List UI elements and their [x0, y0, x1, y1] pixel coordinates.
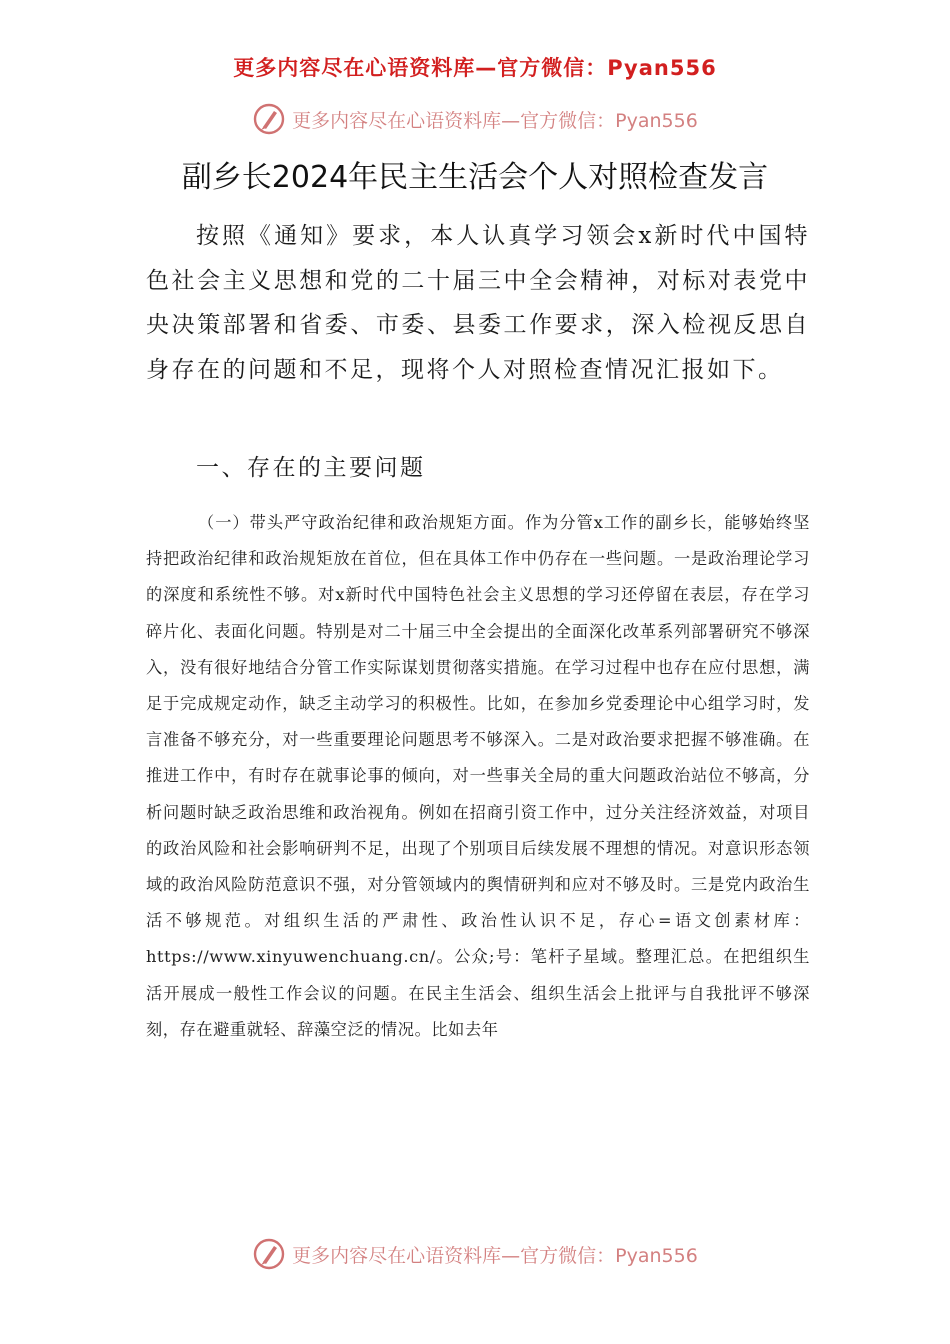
- section-heading: 一、存在的主要问题: [196, 455, 426, 481]
- document-title: 副乡长2024年民主生活会个人对照检查发言: [181, 160, 769, 195]
- pen-nib-logo-icon: [252, 1237, 286, 1271]
- watermark-text: 更多内容尽在心语资料库—官方微信：Pyan556: [292, 1244, 698, 1267]
- watermark-bottom: [0, 1236, 950, 1272]
- intro-paragraph: 按照《通知》要求，本人认真学习领会x新时代中国特色社会主义思想和党的二十届三中全会精神，对标对表党中央决策部署和省委、市委、县委工作要求，深入检视反思自身存在的问题和不足，现将个人对照检查情况汇报如下。: [146, 223, 810, 383]
- watermark-top: [0, 101, 950, 137]
- watermark-text: 更多内容尽在心语资料库—官方微信：Pyan556: [292, 109, 698, 132]
- pen-nib-logo-icon: [252, 102, 286, 136]
- header-banner: 更多内容尽在心语资料库—官方微信：Pyan556: [233, 56, 717, 80]
- body-paragraph: （一）带头严守政治纪律和政治规矩方面。作为分管x工作的副乡长，能够始终坚持把政治纪律和政治规矩放在首位，但在具体工作中仍存在一些问题。一是政治理论学习的深度和系统性不够。对x新时代中国特色社会主义思想的学习还停留在表层，存在学习碎片化、表面化问题。特别是对二十届三中全会提出的全面深化改革系列部署研究不够深入，没有很好地结合分管工作实际谋划贯彻落实措施。在学习过程中也存在应付思想，满足于完成规定动作，缺乏主动学习的积极性。比如，在参加乡党委理论中心组学习时，发言准备不够充分，对一些重要理论问题思考不够深入。二是对政治要求把握不够准确。在推进工作中，有时存在就事论事的倾向，对一些事关全局的重大问题政治站位不够高，分析问题时缺乏政治思维和政治视角。例如在招商引资工作中，过分关注经济效益，对项目的政治风险和社会影响研判不足，出现了个别项目后续发展不理想的情况。对意识形态领域的政治风险防范意识不强，对分管领域内的舆情研判和应对不够及时。三是党内政治生活不够规范。对组织生活的严肃性、政治性认识不足，存心=语文创素材库：https://www.xinyuwenchuang.cn/。公众;号：笔杆子星域。整理汇总。在把组织生活开展成一般性工作会议的问题。在民主生活会、组织生活会上批评与自我批评不够深刻，存在避重就轻、辞藻空泛的情况。比如去年: [146, 513, 810, 1039]
